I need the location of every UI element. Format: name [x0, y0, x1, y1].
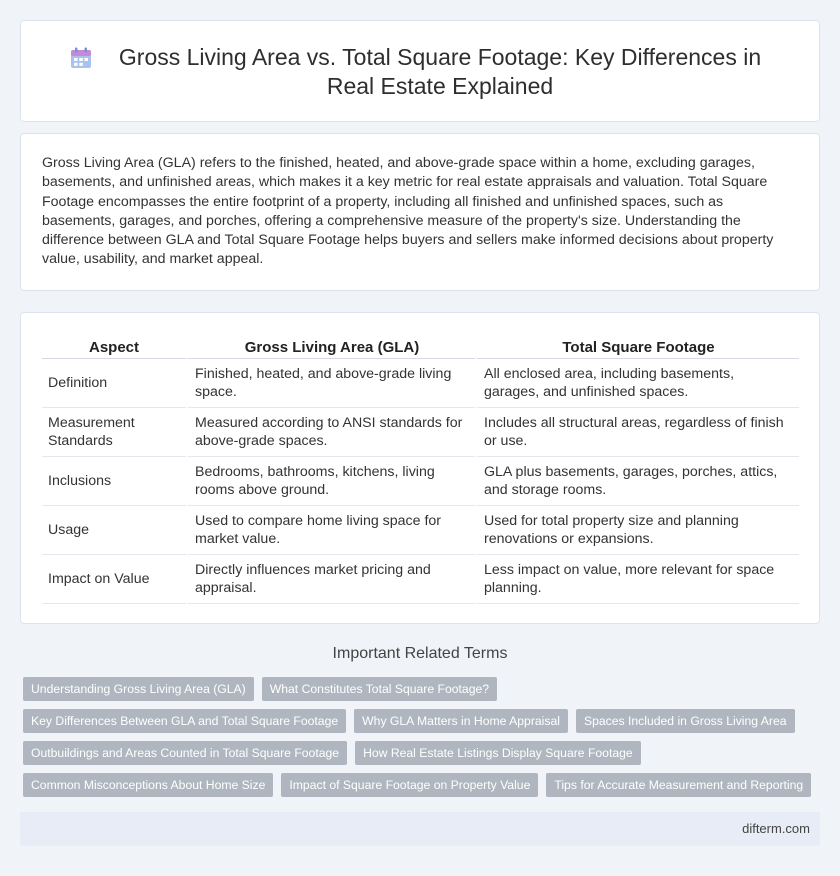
footer: [20, 812, 820, 846]
row-aspect: Measurement Standards: [42, 408, 186, 457]
row-gla: Directly influences market pricing and appraisal.: [186, 555, 475, 604]
comparison-table: [42, 335, 799, 604]
header-aspect: Aspect: [42, 335, 186, 359]
table-header-row: [42, 335, 799, 359]
related-term-link[interactable]: Impact of Square Footage on Property Value: [281, 773, 538, 797]
header-total-square-footage: Total Square Footage: [475, 335, 799, 359]
related-term-link[interactable]: Understanding Gross Living Area (GLA): [23, 677, 254, 701]
related-terms-heading: Important Related Terms: [332, 645, 508, 662]
row-aspect: Usage: [42, 506, 186, 555]
table-row: [42, 457, 799, 506]
table-row: [42, 359, 799, 408]
intro-card: [20, 133, 820, 291]
comparison-table-card: [20, 312, 820, 624]
related-term-link[interactable]: Tips for Accurate Measurement and Reporting: [546, 773, 811, 797]
row-total: Less impact on value, more relevant for space planning.: [475, 555, 799, 604]
related-term-link[interactable]: Key Differences Between GLA and Total Square Footage: [23, 709, 346, 733]
row-total: All enclosed area, including basements, garages, and unfinished spaces.: [475, 359, 799, 408]
row-gla: Measured according to ANSI standards for above-grade spaces.: [186, 408, 475, 457]
row-aspect: Impact on Value: [42, 555, 186, 604]
related-term-link[interactable]: How Real Estate Listings Display Square Footage: [355, 741, 641, 765]
table-row: [42, 555, 799, 604]
table-row: [42, 506, 799, 555]
page-title: Gross Living Area vs. Total Square Footage: Key Differences in Real Estate Explained: [118, 44, 762, 99]
header-gla: Gross Living Area (GLA): [186, 335, 475, 359]
row-aspect: Definition: [42, 359, 186, 408]
row-total: Includes all structural areas, regardless of finish or use.: [475, 408, 799, 457]
related-term-link[interactable]: Why GLA Matters in Home Appraisal: [354, 709, 568, 733]
related-term-link[interactable]: Spaces Included in Gross Living Area: [576, 709, 795, 733]
related-term-link[interactable]: Common Misconceptions About Home Size: [23, 773, 273, 797]
row-aspect: Inclusions: [42, 457, 186, 506]
row-total: GLA plus basements, garages, porches, attics, and storage rooms.: [475, 457, 799, 506]
related-term-link[interactable]: What Constitutes Total Square Footage?: [262, 677, 497, 701]
row-total: Used for total property size and planning renovations or expansions.: [475, 506, 799, 555]
related-terms-list: [23, 677, 823, 797]
related-term-link[interactable]: Outbuildings and Areas Counted in Total Square Footage: [23, 741, 347, 765]
title-card: [20, 20, 820, 122]
footer-site-name: difterm.com: [742, 821, 810, 836]
row-gla: Bedrooms, bathrooms, kitchens, living rooms above ground.: [186, 457, 475, 506]
table-row: [42, 408, 799, 457]
row-gla: Finished, heated, and above-grade living space.: [186, 359, 475, 408]
row-gla: Used to compare home living space for market value.: [186, 506, 475, 555]
intro-paragraph: Gross Living Area (GLA) refers to the finished, heated, and above-grade space within a home, excluding garages, basements, and unfinished areas, which makes it a key metric for real estate appraisals and valuation. Total Square Footage encompasses the entire footprint of a property, including all finished and unfinished spaces, such as basements, garages, and porches, offering a comprehensive measure of the property's size. Understanding the difference between GLA and Total Square Footage helps buyers and sellers make informed decisions about property value, usability, and market appeal.: [42, 155, 774, 268]
